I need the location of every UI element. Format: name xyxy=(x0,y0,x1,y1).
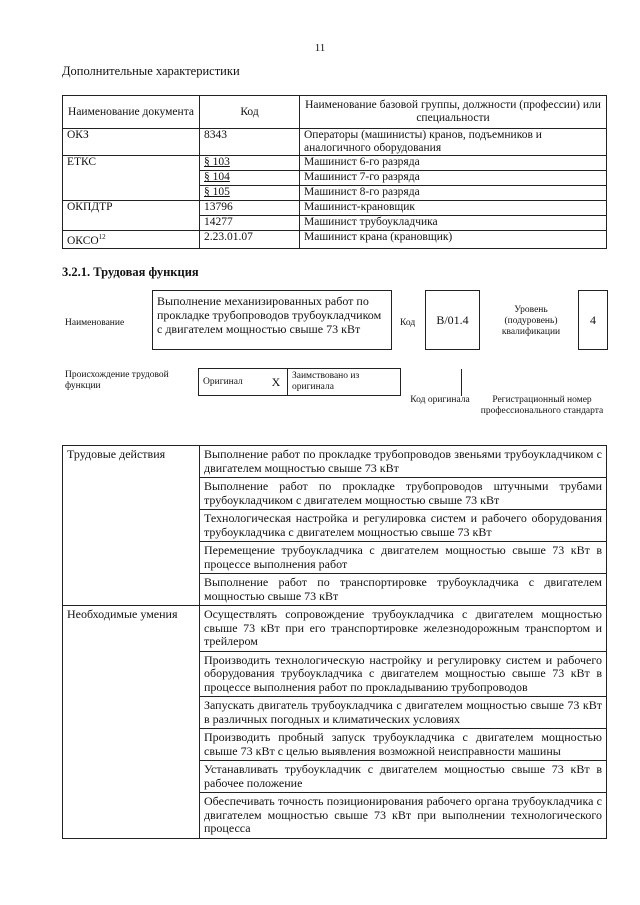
code-original-label: Код оригинала xyxy=(410,395,470,405)
name-cell: Машинист 6-го разряда xyxy=(300,156,607,171)
code-cell: § 103 xyxy=(200,156,300,171)
header-document: Наименование документа xyxy=(63,96,200,129)
code-original-cell xyxy=(401,369,462,396)
extra-characteristics-title: Дополнительные характеристики xyxy=(62,64,240,78)
skill-cell: Производить пробный запуск трубоукладчика с двигателем мощностью свыше 73 кВт с целью выявления возможной неисправности машины xyxy=(200,729,607,761)
code-cell: § 105 xyxy=(200,186,300,201)
code-label: Код xyxy=(400,318,416,328)
header-group-name: Наименование базовой группы, должности (профессии) или специальности xyxy=(300,96,607,129)
doc-cell: ОКЗ xyxy=(63,129,200,156)
reg-number-cell xyxy=(462,369,599,396)
name-cell: Машинист-крановщик xyxy=(300,201,607,216)
action-cell: Технологическая настройка и регулировка систем и рабочего оборудования трубоукладчика с двигателем мощностью свыше 73 кВт xyxy=(200,510,607,542)
action-cell: Выполнение работ по транспортировке трубоукладчика с двигателем мощностью свыше 73 кВт xyxy=(200,574,607,606)
table-row xyxy=(63,606,607,652)
code-cell: 13796 xyxy=(200,201,300,216)
code-cell: 8343 xyxy=(200,129,300,156)
original-mark: X xyxy=(265,369,288,396)
borrowed-label: Заимствовано из оригинала xyxy=(288,369,401,396)
function-name-label: Наименование xyxy=(65,318,125,328)
skill-cell: Осуществлять сопровождение трубоукладчика с двигателем мощностью свыше 73 кВт при его транспортировке железнодорожным транспортом и трейлером xyxy=(200,606,607,652)
table-row xyxy=(63,446,607,478)
name-cell: Операторы (машинисты) кранов, подъемников и аналогичного оборудования xyxy=(300,129,607,156)
table-row xyxy=(63,156,607,171)
action-cell: Перемещение трубоукладчика с двигателем мощностью свыше 73 кВт в процессе выполнения работ xyxy=(200,542,607,574)
function-details-table xyxy=(62,445,607,839)
extra-characteristics-table xyxy=(62,95,607,249)
level-label: Уровень (подуровень) квалификации xyxy=(501,305,561,337)
section-title: 3.2.1. Трудовая функция xyxy=(62,265,199,279)
code-cell: 2.23.01.07 xyxy=(200,231,300,249)
skill-cell: Производить технологическую настройку и регулировку систем и рабочего оборудования трубоукладчика с двигателем мощностью свыше 73 кВт в процессе выполнения работ по прокладыванию трубопроводов xyxy=(200,651,607,697)
code-cell: § 104 xyxy=(200,171,300,186)
action-cell: Выполнение работ по прокладке трубопроводов штучными трубами трубоукладчиком с двигателем мощностью свыше 73 кВт xyxy=(200,478,607,510)
origin-row xyxy=(199,369,599,396)
function-code-value: B/01.4 xyxy=(425,290,480,350)
original-label: Оригинал xyxy=(199,369,266,396)
function-name-value: Выполнение механизированных работ по прокладке трубопроводов трубоукладчиком с двигателем мощностью свыше 73 кВт xyxy=(152,290,392,350)
name-cell: Машинист крана (крановщик) xyxy=(300,231,607,249)
doc-cell xyxy=(63,231,200,249)
header-code: Код xyxy=(200,96,300,129)
code-cell: 14277 xyxy=(200,216,300,231)
table-row xyxy=(63,201,607,216)
name-cell: Машинист трубоукладчика xyxy=(300,216,607,231)
skill-cell: Запускать двигатель трубоукладчика с двигателем мощностью свыше 73 кВт в различных погодных и климатических условиях xyxy=(200,697,607,729)
level-value: 4 xyxy=(578,290,608,350)
page-number: 11 xyxy=(314,42,326,54)
table-header-row xyxy=(63,96,607,129)
table-row xyxy=(63,129,607,156)
action-cell: Выполнение работ по прокладке трубопроводов звеньями трубоукладчиком с двигателем мощностью свыше 73 кВт xyxy=(200,446,607,478)
table-row xyxy=(63,231,607,249)
reg-number-label: Регистрационный номер профессионального стандарта xyxy=(480,395,604,416)
skill-cell: Устанавливать трубоукладчик с двигателем мощностью свыше 73 кВт в рабочее положение xyxy=(200,761,607,793)
origin-label: Происхождение трудовой функции xyxy=(65,370,169,391)
origin-grid xyxy=(198,368,598,396)
skill-cell: Обеспечивать точность позиционирования рабочего органа трубоукладчика с двигателем мощностью свыше 73 кВт при выполнении технологического процесса xyxy=(200,793,607,839)
doc-cell: ЕТКС xyxy=(63,156,200,201)
name-cell: Машинист 7-го разряда xyxy=(300,171,607,186)
skills-label: Необходимые умения xyxy=(63,606,200,839)
doc-cell: ОКПДТР xyxy=(63,201,200,231)
actions-label: Трудовые действия xyxy=(63,446,200,606)
footnote-ref: 12 xyxy=(98,233,106,241)
name-cell: Машинист 8-го разряда xyxy=(300,186,607,201)
doc-name: ОКСО xyxy=(67,234,99,247)
